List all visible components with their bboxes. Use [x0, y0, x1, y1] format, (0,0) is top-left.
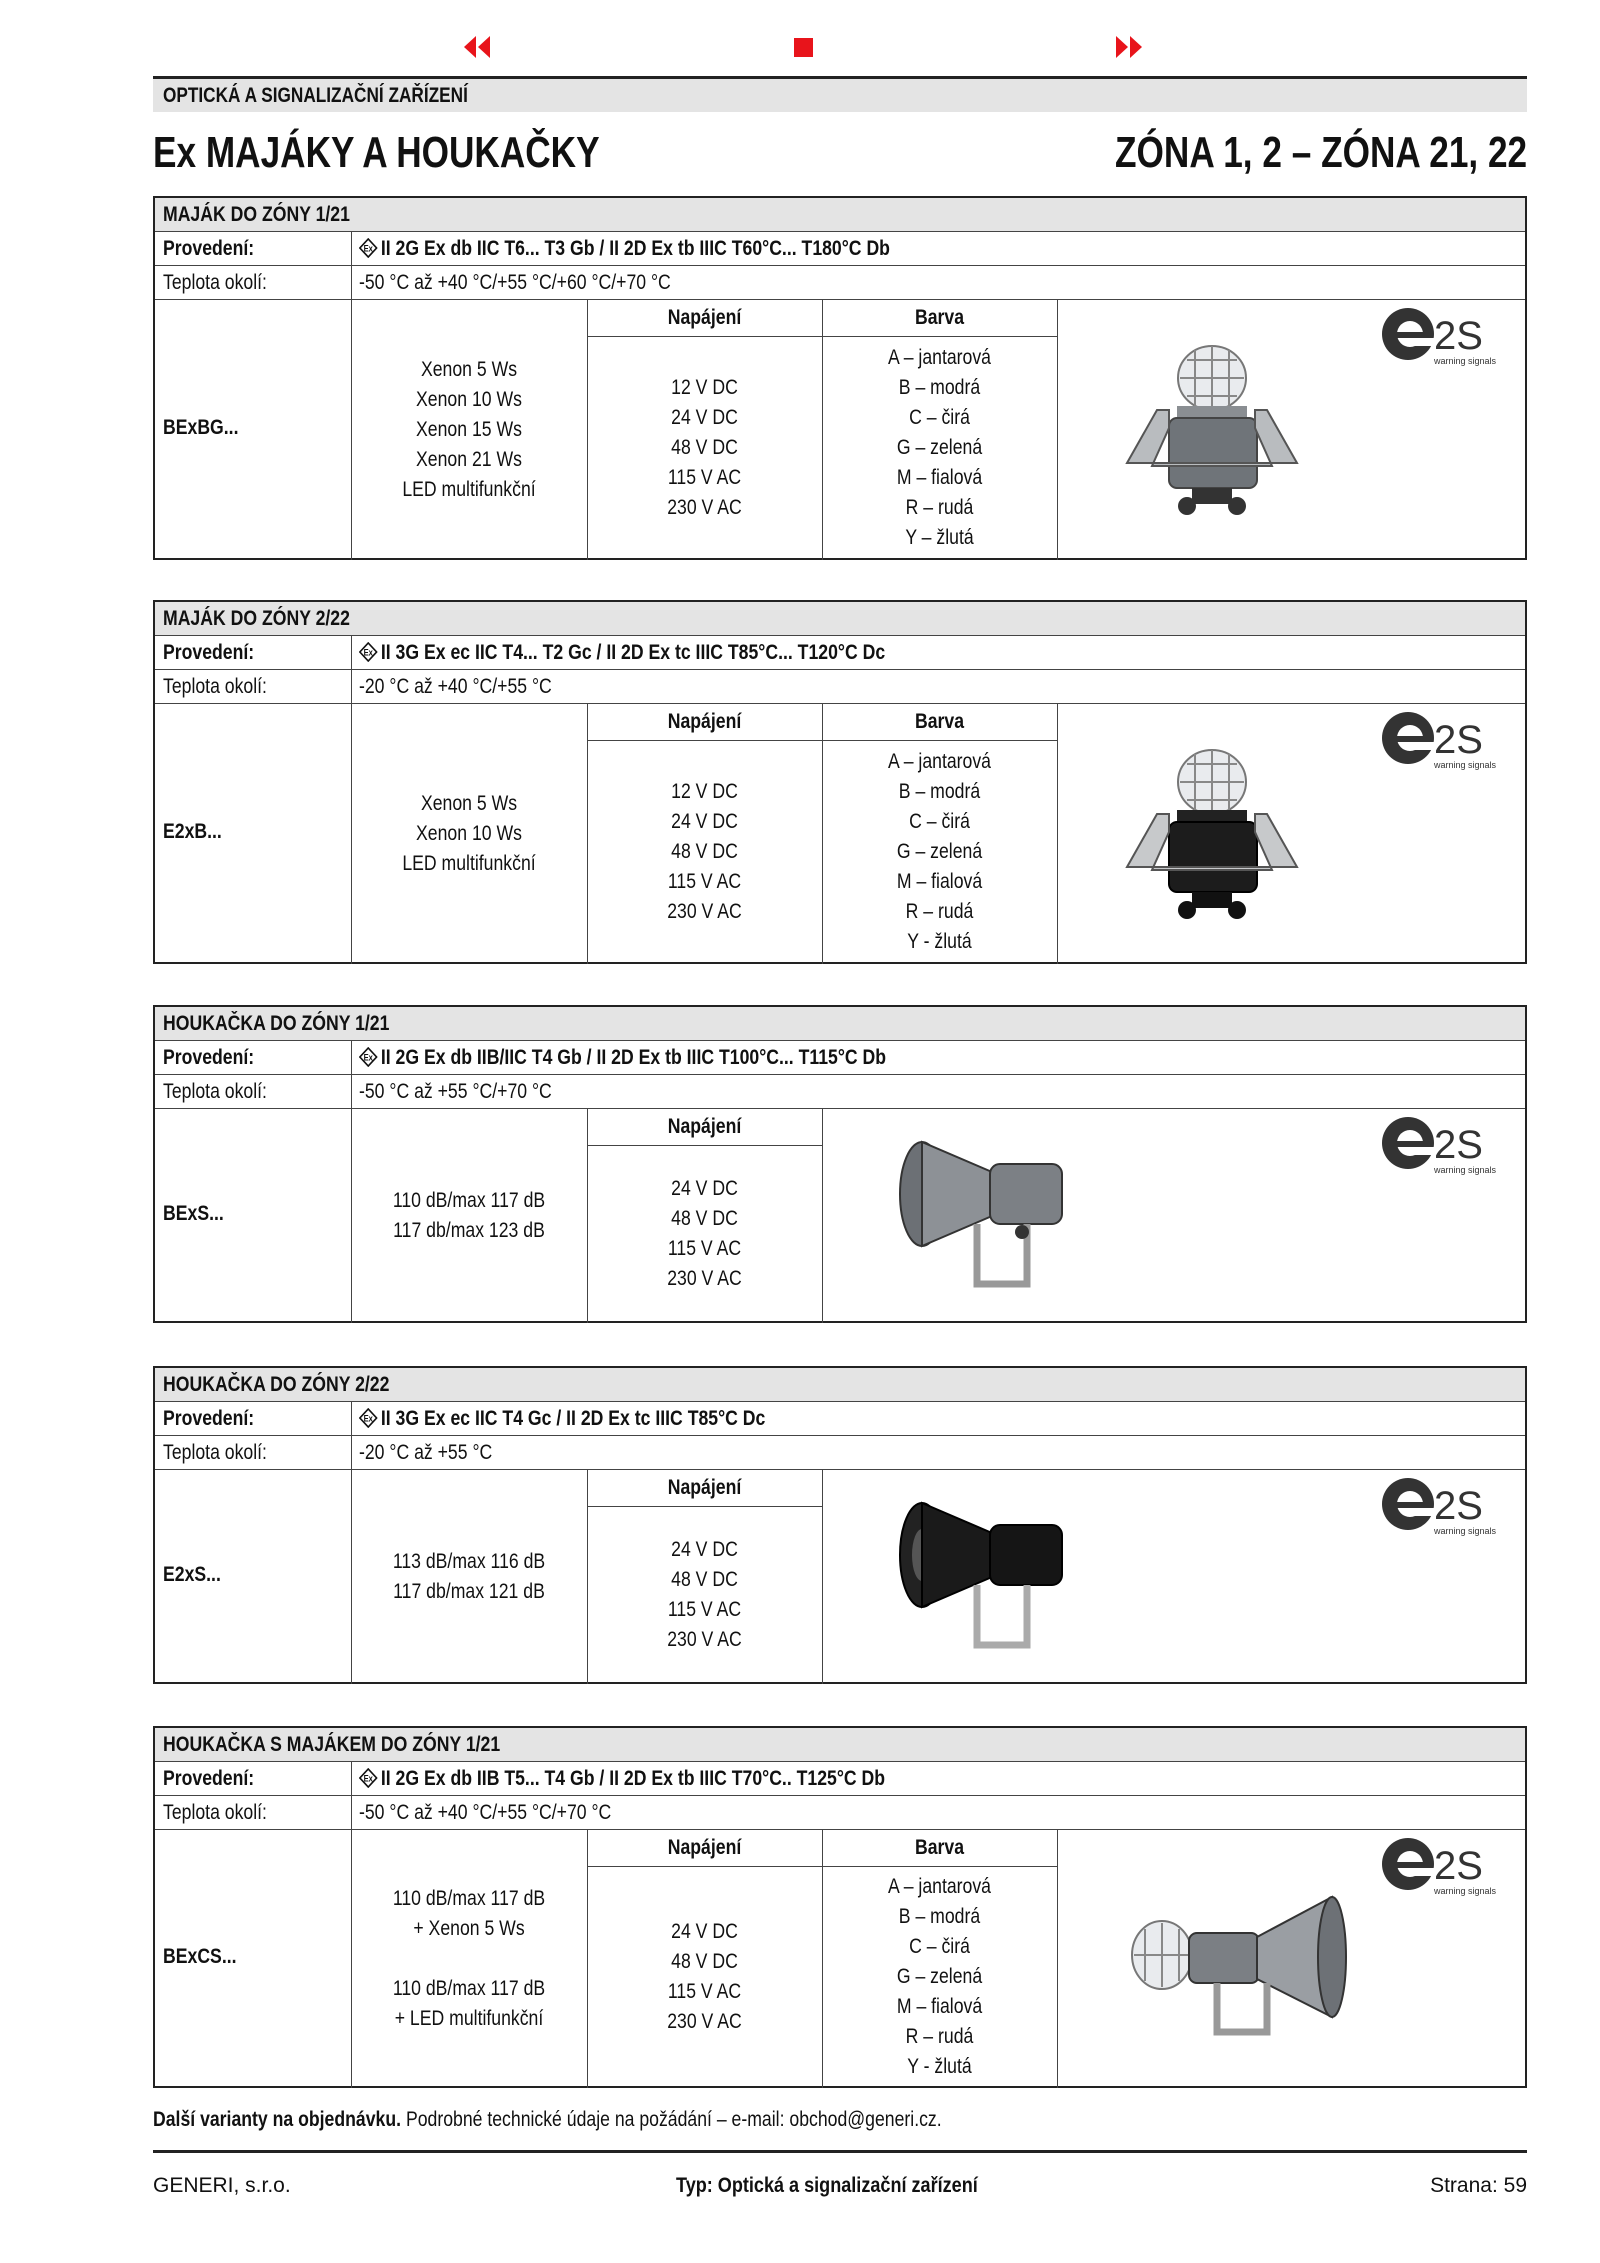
svg-text:warning signals: warning signals: [1434, 1165, 1497, 1175]
page-title: Ex MAJÁKY A HOUKAČKY: [153, 128, 600, 177]
power-item: 12 V DC: [671, 376, 738, 399]
provedeni-row: [155, 232, 1525, 266]
svg-text:Ex: Ex: [363, 646, 373, 658]
beacon-black-icon: [1117, 742, 1307, 927]
order-note-bold: Další varianty na objednávku.: [153, 2108, 402, 2131]
power-list: [587, 336, 822, 560]
svg-text:Ex: Ex: [363, 1051, 373, 1063]
variant-item: 110 dB/max 117 dB: [392, 1977, 546, 2000]
variant-item: [370, 1944, 568, 1974]
variant-item: LED multifunkční: [402, 478, 536, 501]
ex-mark-icon: [359, 1407, 381, 1430]
variant-item: Xenon 15 Ws: [416, 418, 522, 441]
svg-text:warning signals: warning signals: [1434, 356, 1497, 366]
color-item: G – zelená: [896, 840, 983, 863]
power-item: 230 V AC: [667, 2010, 742, 2033]
power-item: 48 V DC: [671, 1568, 738, 1591]
section-heading-row: [155, 1728, 1525, 1762]
color-item: A – jantarová: [888, 750, 991, 773]
provedeni-label: Provedení:: [163, 1046, 255, 1069]
teplota-value: -50 °C až +40 °C/+55 °C/+70 °C: [359, 1801, 612, 1824]
teplota-value: -20 °C až +55 °C: [359, 1441, 493, 1464]
provedeni-row: [155, 636, 1525, 670]
power-list: [587, 1145, 822, 1323]
teplota-label: Teplota okolí:: [163, 271, 267, 294]
order-note-text: Podrobné technické údaje na požádání – e-mail: obchod@generi.cz.: [405, 2108, 942, 2131]
provedeni-row: [155, 1041, 1525, 1075]
teplota-label: Teplota okolí:: [163, 1080, 267, 1103]
svg-text:Ex: Ex: [363, 1772, 373, 1784]
svg-text:warning signals: warning signals: [1434, 1526, 1497, 1536]
teplota-row: [155, 670, 1525, 704]
variant-item: 117 db/max 123 dB: [393, 1219, 545, 1242]
power-item: 48 V DC: [671, 1950, 738, 1973]
product-section: [153, 196, 1527, 560]
svg-text:warning signals: warning signals: [1434, 760, 1497, 770]
power-item: 24 V DC: [671, 1920, 738, 1943]
provedeni-value: Ex II 3G Ex ec IIC T4... T2 Gc / II 2D Ex tc IIIC T85°C... T120°C Dc: [359, 641, 885, 665]
product-code: BExCS...: [163, 1945, 237, 1968]
variant-item: 117 db/max 121 dB: [393, 1580, 545, 1603]
svg-text:Ex: Ex: [363, 1412, 373, 1424]
provedeni-value: Ex II 2G Ex db IIB/IIC T4 Gb / II 2D Ex tb IIIC T100°C... T115°C Db: [359, 1046, 886, 1070]
power-list: [587, 1866, 822, 2088]
order-note: [153, 2108, 942, 2132]
e2s-logo: [1380, 1113, 1515, 1183]
section-heading-row: [155, 602, 1525, 636]
product-section: [153, 600, 1527, 964]
variant-item: 110 dB/max 117 dB: [392, 1189, 546, 1212]
stop-icon[interactable]: [792, 34, 816, 60]
section-heading: HOUKAČKA DO ZÓNY 1/21: [163, 1012, 390, 1035]
variant-item: Xenon 10 Ws: [416, 388, 522, 411]
provedeni-label: Provedení:: [163, 237, 255, 260]
variant-list: [351, 1470, 587, 1684]
teplota-value: -50 °C až +55 °C/+70 °C: [359, 1080, 552, 1103]
footer-company: GENERI, s.r.o.: [153, 2174, 291, 2197]
variant-list: [351, 704, 587, 964]
zone-title: ZÓNA 1, 2 – ZÓNA 21, 22: [1114, 128, 1527, 177]
napajeni-header: Napájení: [667, 1115, 742, 1138]
color-item: R – rudá: [905, 900, 974, 923]
power-item: 115 V AC: [667, 870, 742, 893]
variant-list: [351, 1109, 587, 1323]
ex-mark-icon: [359, 641, 381, 664]
section-heading: MAJÁK DO ZÓNY 1/21: [163, 203, 350, 226]
teplota-row: [155, 266, 1525, 300]
previous-page-icon[interactable]: [462, 34, 492, 60]
color-list: [822, 336, 1057, 560]
svg-text:warning signals: warning signals: [1434, 1886, 1497, 1896]
provedeni-label: Provedení:: [163, 1407, 255, 1430]
power-item: 12 V DC: [671, 780, 738, 803]
teplota-value: -50 °C až +40 °C/+55 °C/+60 °C/+70 °C: [359, 271, 671, 294]
teplota-label: Teplota okolí:: [163, 675, 267, 698]
teplota-row: [155, 1075, 1525, 1109]
power-list: [587, 740, 822, 964]
teplota-label: Teplota okolí:: [163, 1801, 267, 1824]
ex-mark-icon: [359, 1046, 381, 1069]
color-item: Y - žlutá: [907, 2055, 972, 2078]
color-item: C – čirá: [909, 406, 970, 429]
power-item: 230 V AC: [667, 496, 742, 519]
product-section: [153, 1005, 1527, 1323]
horn-black-icon: [882, 1485, 1072, 1670]
page-navigation: [0, 34, 1600, 64]
color-list: [822, 1866, 1057, 2088]
power-item: 24 V DC: [671, 1177, 738, 1200]
ex-mark-icon: [359, 237, 381, 260]
power-item: 24 V DC: [671, 1538, 738, 1561]
color-item: R – rudá: [905, 2025, 974, 2048]
color-item: G – zelená: [896, 436, 983, 459]
variant-item: + LED multifunkční: [394, 2007, 544, 2030]
color-item: M – fialová: [896, 1995, 983, 2018]
provedeni-row: [155, 1402, 1525, 1436]
variant-item: Xenon 5 Ws: [420, 358, 518, 381]
power-item: 115 V AC: [667, 466, 742, 489]
color-item: G – zelená: [896, 1965, 983, 1988]
power-item: 230 V AC: [667, 1628, 742, 1651]
napajeni-header: Napájení: [667, 306, 742, 329]
color-item: M – fialová: [896, 870, 983, 893]
color-item: Y – žlutá: [905, 526, 974, 549]
color-item: A – jantarová: [888, 1875, 991, 1898]
power-list: [587, 1506, 822, 1684]
next-page-icon[interactable]: [1114, 34, 1144, 60]
provedeni-value: Ex II 2G Ex db IIB T5... T4 Gb / II 2D Ex tb IIIC T70°C.. T125°C Db: [359, 1767, 885, 1791]
e2s-logo: [1380, 1474, 1515, 1544]
barva-header: Barva: [914, 710, 965, 733]
section-heading: HOUKAČKA S MAJÁKEM DO ZÓNY 1/21: [163, 1733, 501, 1756]
ex-mark-icon: [359, 1767, 381, 1790]
color-list: [822, 740, 1057, 964]
power-item: 115 V AC: [667, 1980, 742, 2003]
color-item: B – modrá: [898, 376, 981, 399]
napajeni-header: Napájení: [667, 1476, 742, 1499]
svg-text:2S: 2S: [1434, 314, 1483, 358]
svg-text:Ex: Ex: [363, 242, 373, 254]
color-item: M – fialová: [896, 466, 983, 489]
section-heading: MAJÁK DO ZÓNY 2/22: [163, 607, 350, 630]
power-item: 115 V AC: [667, 1237, 742, 1260]
svg-text:2S: 2S: [1434, 718, 1483, 762]
e2s-logo: [1380, 708, 1515, 778]
product-section: [153, 1726, 1527, 2088]
horn-grey-icon: [882, 1124, 1072, 1309]
product-code: E2xS...: [163, 1563, 221, 1586]
footer-type: Typ: Optická a signalizační zařízení: [676, 2174, 978, 2197]
barva-header: Barva: [914, 306, 965, 329]
color-item: B – modrá: [898, 780, 981, 803]
provedeni-label: Provedení:: [163, 641, 255, 664]
svg-text:2S: 2S: [1434, 1123, 1483, 1167]
color-item: A – jantarová: [888, 346, 991, 369]
napajeni-header: Napájení: [667, 710, 742, 733]
variant-list: [351, 300, 587, 560]
variant-item: Xenon 5 Ws: [420, 792, 518, 815]
teplota-label: Teplota okolí:: [163, 1441, 267, 1464]
svg-text:2S: 2S: [1434, 1484, 1483, 1528]
variant-item: Xenon 21 Ws: [416, 448, 522, 471]
color-item: R – rudá: [905, 496, 974, 519]
section-heading-row: [155, 1007, 1525, 1041]
section-heading-row: [155, 1368, 1525, 1402]
e2s-logo: [1380, 1834, 1515, 1904]
teplota-row: [155, 1796, 1525, 1830]
variant-list: [351, 1830, 587, 2088]
power-item: 115 V AC: [667, 1598, 742, 1621]
beacon-grey-icon: [1117, 338, 1307, 523]
power-item: 24 V DC: [671, 810, 738, 833]
footer-divider: [153, 2150, 1527, 2153]
variant-item: LED multifunkční: [402, 852, 536, 875]
provedeni-row: [155, 1762, 1525, 1796]
product-section: [153, 1366, 1527, 1684]
provedeni-value: Ex II 2G Ex db IIC T6... T3 Gb / II 2D Ex tb IIIC T60°C... T180°C Db: [359, 237, 890, 261]
variant-item: 113 dB/max 116 dB: [392, 1550, 546, 1573]
footer-page-number: Strana: 59: [1430, 2174, 1527, 2197]
color-item: B – modrá: [898, 1905, 981, 1928]
provedeni-value: Ex II 3G Ex ec IIC T4 Gc / II 2D Ex tc IIIC T85°C Dc: [359, 1407, 765, 1431]
power-item: 230 V AC: [667, 900, 742, 923]
variant-item: Xenon 10 Ws: [416, 822, 522, 845]
variant-item: 110 dB/max 117 dB: [392, 1887, 546, 1910]
product-code: BExS...: [163, 1202, 224, 1225]
napajeni-header: Napájení: [667, 1836, 742, 1859]
power-item: 230 V AC: [667, 1267, 742, 1290]
power-item: 24 V DC: [671, 406, 738, 429]
category-label: OPTICKÁ A SIGNALIZAČNÍ ZAŘÍZENÍ: [163, 84, 468, 107]
horn-beacon-icon: [1117, 1867, 1357, 2052]
e2s-logo: [1380, 304, 1515, 374]
product-code: BExBG...: [163, 416, 239, 439]
color-item: Y - žlutá: [907, 930, 972, 953]
category-band: [153, 76, 1527, 112]
teplota-row: [155, 1436, 1525, 1470]
section-heading: HOUKAČKA DO ZÓNY 2/22: [163, 1373, 390, 1396]
svg-text:2S: 2S: [1434, 1844, 1483, 1888]
provedeni-label: Provedení:: [163, 1767, 255, 1790]
power-item: 48 V DC: [671, 436, 738, 459]
power-item: 48 V DC: [671, 1207, 738, 1230]
barva-header: Barva: [914, 1836, 965, 1859]
teplota-value: -20 °C až +40 °C/+55 °C: [359, 675, 552, 698]
color-item: C – čirá: [909, 810, 970, 833]
power-item: 48 V DC: [671, 840, 738, 863]
product-code: E2xB...: [163, 820, 222, 843]
variant-item: + Xenon 5 Ws: [413, 1917, 525, 1940]
section-heading-row: [155, 198, 1525, 232]
color-item: C – čirá: [909, 1935, 970, 1958]
